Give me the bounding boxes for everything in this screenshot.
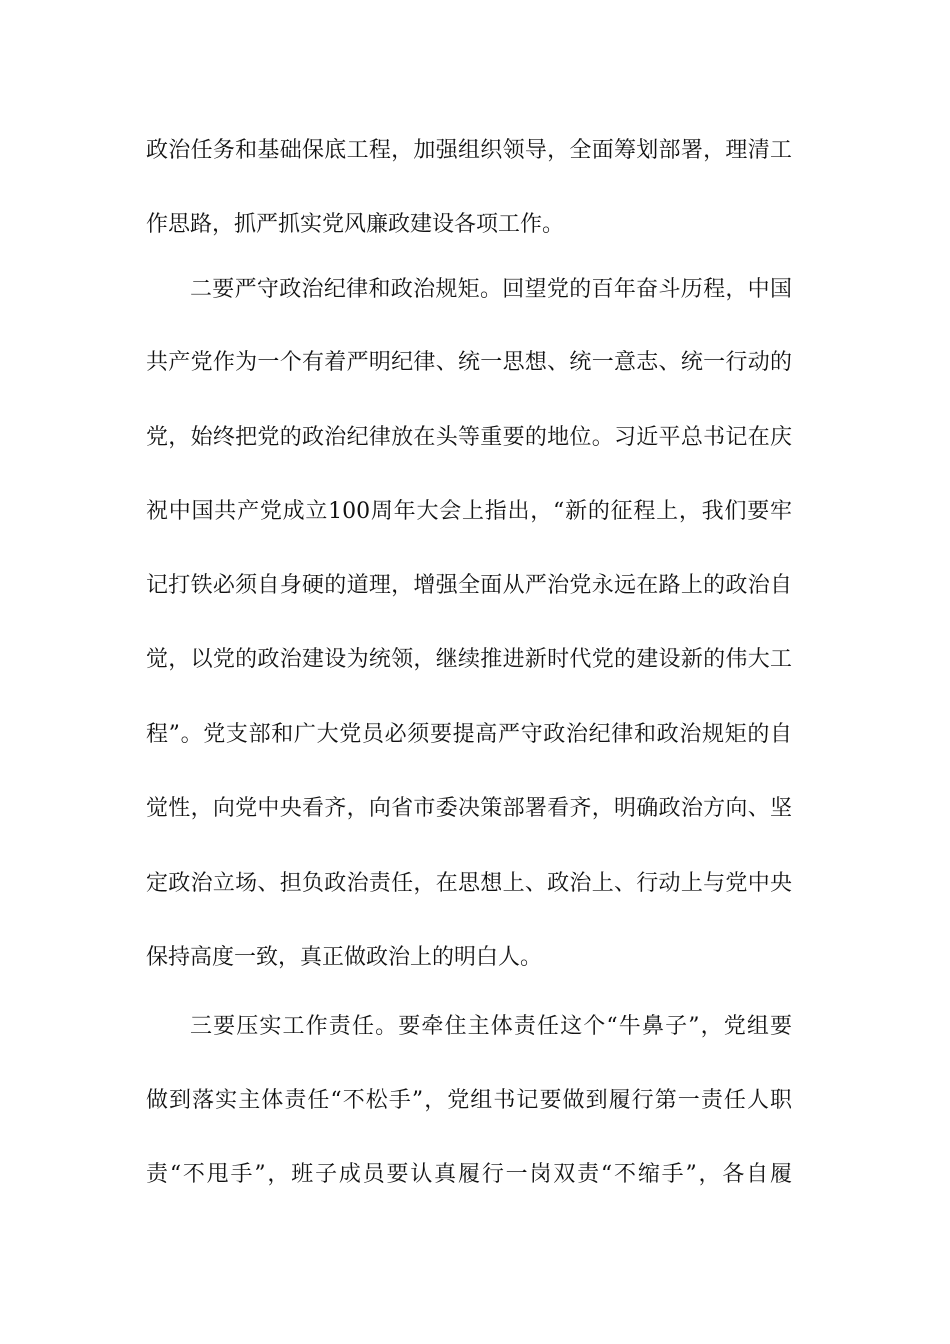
text-line: 共产党作为一个有着严明纪律、统一思想、统一意志、统一行动的	[146, 350, 792, 375]
text-line: 定政治立场、担负政治责任，在思想上、政治上、行动上与党中央	[146, 871, 792, 896]
text-line: 责“不甩手”，班子成员要认真履行一岗双责“不缩手”，各自履	[146, 1162, 792, 1187]
text-line: 觉，以党的政治建设为统领，继续推进新时代党的建设新的伟大工	[146, 647, 792, 672]
text-line: 记打铁必须自身硬的道理，增强全面从严治党永远在路上的政治自	[146, 573, 792, 598]
text-line: 作思路，抓严抓实党风廉政建设各项工作。	[146, 212, 565, 237]
text-line: 做到落实主体责任“不松手”，党组书记要做到履行第一责任人职	[146, 1088, 792, 1113]
text-line: 觉性，向党中央看齐，向省市委决策部署看齐，明确政治方向、坚	[146, 796, 792, 821]
text-line: 党，始终把党的政治纪律放在头等重要的地位。习近平总书记在庆	[146, 425, 792, 450]
paragraph-first-line: 三要压实工作责任。要牵住主体责任这个“牛鼻子”，党组要	[190, 1014, 792, 1039]
paragraph-first-line: 二要严守政治纪律和政治规矩。回望党的百年奋斗历程，中国	[190, 277, 792, 302]
text-line: 保持高度一致，真正做政治上的明白人。	[146, 945, 543, 970]
text-line: 政治任务和基础保底工程，加强组织领导，全面筹划部署，理清工	[146, 138, 792, 163]
text-line: 祝中国共产党成立100周年大会上指出，“新的征程上，我们要牢	[146, 499, 792, 524]
text-line: 程”。党支部和广大党员必须要提高严守政治纪律和政治规矩的自	[146, 722, 792, 747]
